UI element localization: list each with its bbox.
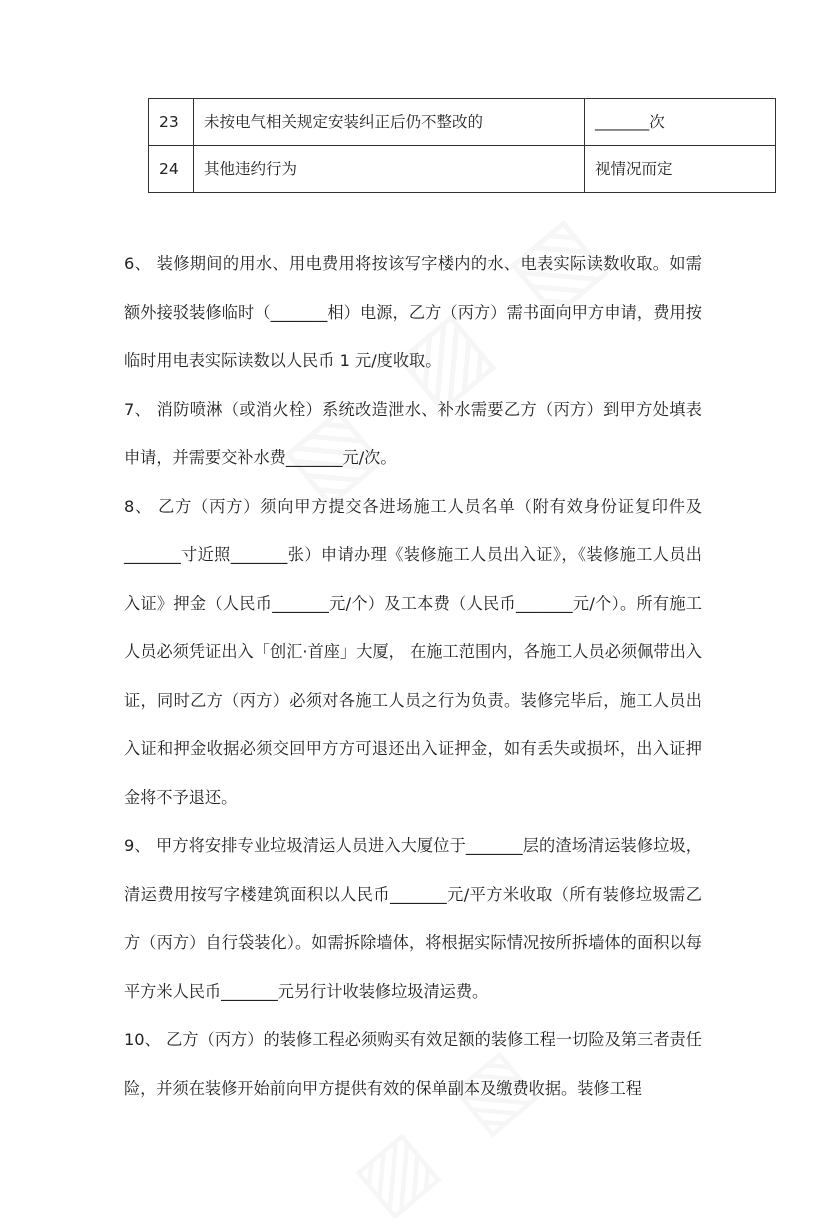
row-penalty: 视情况而定 bbox=[585, 146, 776, 193]
row-number: 23 bbox=[149, 99, 194, 146]
table-row bbox=[149, 146, 776, 193]
row-penalty: _______次 bbox=[585, 99, 776, 146]
penalty-table bbox=[148, 98, 776, 193]
row-description: 未按电气相关规定安装纠正后仍不整改的 bbox=[194, 99, 585, 146]
clause-7: 7、 消防喷淋（或消火栓）系统改造泄水、补水需要乙方（丙方）到甲方处填表申请，并需要交补水费_______元/次。 bbox=[124, 399, 702, 467]
row-description: 其他违约行为 bbox=[194, 146, 585, 193]
document-body bbox=[124, 240, 702, 1113]
table-row bbox=[149, 99, 776, 146]
clause-6: 6、 装修期间的用水、用电费用将按该写字楼内的水、电表实际读数收取。如需额外接驳装修临时（_______相）电源，乙方（丙方）需书面向甲方申请，费用按临时用电表实际读数以人民币 1 元/度收取。 bbox=[124, 254, 702, 370]
clause-10: 10、 乙方（丙方）的装修工程必须购买有效足额的装修工程一切险及第三者责任险，并须在装修开始前向甲方提供有效的保单副本及缴费收据。装修工程 bbox=[124, 1030, 702, 1098]
row-number: 24 bbox=[149, 146, 194, 193]
clause-8: 8、 乙方（丙方）须向甲方提交各进场施工人员名单（附有效身份证复印件及_______寸近照_______张）申请办理《装修施工人员出入证》，《装修施工人员出入证》押金（人民币_______元/个）及工本费（人民币_______元/个）。所有施工人员必须凭证出入「创汇·首座」大厦， 在施工范围内，各施工人员必须佩带出入证，同时乙方（丙方）必须对各施工人员之行为负责。装修完毕后，施工人员出入证和押金收据必须交回甲方方可退还出入证押金，如有丢失或损坏，出入证押金将不予退还。 bbox=[124, 496, 702, 807]
clause-9: 9、 甲方将安排专业垃圾清运人员进入大厦位于_______层的渣场清运装修垃圾，清运费用按写字楼建筑面积以人民币_______元/平方米收取（所有装修垃圾需乙方（丙方）自行袋装化）。如需拆除墙体，将根据实际情况按所拆墙体的面积以每平方米人民币_______元另行计收装修垃圾清运费。 bbox=[124, 836, 702, 1001]
